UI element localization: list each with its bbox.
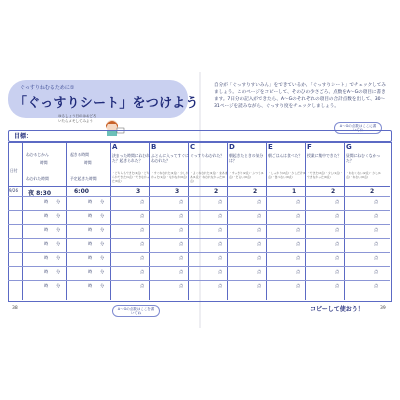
blank-score-unit: 点 <box>296 227 301 232</box>
copy-note: コピーして使おう！ <box>310 306 364 313</box>
blank-score-unit: 点 <box>179 283 184 288</box>
side-note: ゆるしょう日のはおどろいたらメモしてみよう <box>58 114 97 123</box>
page-title: 「ぐっすりシート」をつけよう <box>14 96 199 111</box>
row-divider <box>8 280 390 281</box>
blank-wake-min: 分 <box>100 227 105 232</box>
col-c-letter: C <box>190 143 196 151</box>
col-g-scoring: ・ねむくない(2点)・少し(1点)・ねむい(0点) <box>346 171 381 179</box>
col-f-question: 授業に集中できた？ <box>307 153 342 158</box>
blank-wake-hour: 時 <box>88 241 93 246</box>
goal-label: 目標： <box>14 133 33 140</box>
blank-bed-hour: 時 <box>44 199 49 204</box>
example-score-e: 1 <box>292 188 297 195</box>
page-number-left: 38 <box>12 306 18 311</box>
header-bedtime-unit: 時間 <box>40 160 48 165</box>
intro-text: 自分が「ぐっすりすいみん」をできているか、「ぐっすりシート」でチェックしてみましょう。このページをコピーして、そのひの少さごろ、点数をA～Gの項目に書きます。7日分の記入ができたら、A～Gのそれぞれの項目の合計点数を出して、30～31ページを読みながら、ぐっすり度をチェックしましょう。 <box>214 83 386 109</box>
blank-score-unit: 点 <box>296 269 301 274</box>
blank-score-unit: 点 <box>374 255 379 260</box>
blank-bed-min: 分 <box>56 227 61 232</box>
blank-score-unit: 点 <box>335 269 340 274</box>
blank-score-unit: 点 <box>374 283 379 288</box>
header-sleep-actual: ねむれた時間 <box>26 176 49 181</box>
example-score-c: 2 <box>214 188 219 195</box>
blank-bed-hour: 時 <box>44 227 49 232</box>
blank-wake-hour: 時 <box>88 213 93 218</box>
col-b-question: ふとんに入ってすぐにねむれた？ <box>151 153 189 163</box>
blank-wake-hour: 時 <box>88 269 93 274</box>
blank-bed-min: 分 <box>56 283 61 288</box>
col-divider <box>266 142 267 300</box>
section-subtitle: ぐっすりねむるために① <box>20 85 75 91</box>
blank-score-unit: 点 <box>179 199 184 204</box>
col-divider <box>227 142 228 300</box>
blank-score-unit: 点 <box>179 269 184 274</box>
col-a-letter: A <box>112 143 118 151</box>
blank-wake-hour: 時 <box>88 227 93 232</box>
col-d-letter: D <box>229 143 235 151</box>
header-bedtime: ねむるじかん <box>26 152 49 157</box>
blank-score-unit: 点 <box>335 241 340 246</box>
example-score-d: 2 <box>253 188 258 195</box>
example-score-a: 3 <box>136 188 141 195</box>
hint-bubble-left: A～Gの点数はここを書いてね <box>112 305 160 317</box>
blank-bed-min: 分 <box>56 199 61 204</box>
col-divider <box>344 142 345 300</box>
blank-wake-min: 分 <box>100 269 105 274</box>
blank-bed-hour: 時 <box>44 283 49 288</box>
blank-wake-hour: 時 <box>88 283 93 288</box>
blank-score-unit: 点 <box>257 241 262 246</box>
example-date: 9/26 <box>9 188 18 193</box>
blank-score-unit: 点 <box>335 255 340 260</box>
row-divider <box>8 266 390 267</box>
col-c-question: ぐっすりねむれた？ <box>190 153 225 158</box>
blank-score-unit: 点 <box>218 227 223 232</box>
blank-wake-min: 分 <box>100 199 105 204</box>
blank-bed-min: 分 <box>56 213 61 218</box>
blank-score-unit: 点 <box>179 227 184 232</box>
col-g-question: 昼間にねむくなかった？ <box>346 153 381 163</box>
col-divider <box>305 142 306 300</box>
blank-bed-min: 分 <box>56 241 61 246</box>
col-divider <box>188 142 189 300</box>
blank-score-unit: 点 <box>374 269 379 274</box>
blank-score-unit: 点 <box>335 199 340 204</box>
blank-score-unit: 点 <box>296 241 301 246</box>
example-bedtime: 夜 8:30 <box>28 190 52 197</box>
blank-score-unit: 点 <box>374 213 379 218</box>
blank-score-unit: 点 <box>335 283 340 288</box>
blank-score-unit: 点 <box>296 199 301 204</box>
col-a-scoring: ・どちらもできた(2点)・どちらかできた(1点)・できなかった(0点) <box>112 171 150 183</box>
blank-bed-hour: 時 <box>44 241 49 246</box>
blank-score-unit: 点 <box>179 255 184 260</box>
header-divider <box>8 186 390 187</box>
blank-bed-hour: 時 <box>44 213 49 218</box>
col-d-scoring: ・すっきり(2点)・ふつう(1点)・だるい(0点) <box>229 171 264 179</box>
blank-score-unit: 点 <box>257 255 262 260</box>
blank-bed-hour: 時 <box>44 269 49 274</box>
col-divider <box>149 142 150 300</box>
blank-score-unit: 点 <box>218 255 223 260</box>
blank-score-unit: 点 <box>140 269 145 274</box>
blank-score-unit: 点 <box>257 227 262 232</box>
blank-score-unit: 点 <box>374 241 379 246</box>
blank-score-unit: 点 <box>296 213 301 218</box>
row-divider <box>8 252 390 253</box>
blank-score-unit: 点 <box>257 199 262 204</box>
goal-field <box>8 130 392 142</box>
col-divider <box>66 142 67 300</box>
row-divider <box>8 224 390 225</box>
blank-bed-min: 分 <box>56 255 61 260</box>
blank-score-unit: 点 <box>179 241 184 246</box>
row-divider <box>8 196 390 197</box>
col-g-letter: G <box>346 143 352 151</box>
col-b-letter: B <box>151 143 157 151</box>
col-e-question: 朝ごはんは食べた？ <box>268 153 303 158</box>
header-wake: 起きる時間 <box>70 152 89 157</box>
blank-score-unit: 点 <box>140 199 145 204</box>
blank-wake-hour: 時 <box>88 199 93 204</box>
blank-wake-min: 分 <box>100 213 105 218</box>
col-a-question: 決まった時間にねむれた？起きられた？ <box>112 153 150 163</box>
col-f-scoring: ・できた(2点)・少し(1点)・できなかった(0点) <box>307 171 343 179</box>
blank-wake-hour: 時 <box>88 255 93 260</box>
blank-score-unit: 点 <box>179 213 184 218</box>
blank-wake-min: 分 <box>100 283 105 288</box>
blank-score-unit: 点 <box>335 213 340 218</box>
blank-bed-hour: 時 <box>44 255 49 260</box>
col-d-question: 朝起きたときの気分は？ <box>229 153 264 163</box>
blank-score-unit: 点 <box>140 213 145 218</box>
blank-score-unit: 点 <box>140 227 145 232</box>
blank-score-unit: 点 <box>257 269 262 274</box>
blank-score-unit: 点 <box>218 283 223 288</box>
col-b-scoring: ・すぐねむれた(2点)・少しかかった(1点)・なかなか(0点) <box>151 171 189 179</box>
blank-score-unit: 点 <box>335 227 340 232</box>
col-e-scoring: ・しっかり(2点)・少しだけ(1点)・食べない(0点) <box>268 171 306 179</box>
col-divider <box>110 142 111 300</box>
blank-wake-min: 分 <box>100 241 105 246</box>
row-divider <box>8 238 390 239</box>
page-number-right: 39 <box>380 306 386 311</box>
col-divider <box>22 142 23 300</box>
header-date: 日付 <box>10 168 18 173</box>
blank-score-unit: 点 <box>218 241 223 246</box>
example-score-g: 2 <box>370 188 375 195</box>
col-f-letter: F <box>307 143 312 151</box>
row-divider <box>8 210 390 211</box>
col-e-letter: E <box>268 143 273 151</box>
blank-wake-min: 分 <box>100 255 105 260</box>
blank-score-unit: 点 <box>296 255 301 260</box>
hint-bubble-right: A～Gの点数はここに書いてね <box>334 122 382 134</box>
header-wake-unit: 時間 <box>84 160 92 165</box>
blank-score-unit: 点 <box>374 199 379 204</box>
header-sleep-plan: 予定起きた時間 <box>70 176 97 181</box>
example-score-f: 2 <box>331 188 336 195</box>
blank-score-unit: 点 <box>257 283 262 288</box>
col-c-scoring: ・よくねむれた(2点)・まあまあ(1点)・ねむれなかった(0点) <box>190 171 228 183</box>
blank-score-unit: 点 <box>257 213 262 218</box>
blank-score-unit: 点 <box>218 269 223 274</box>
blank-score-unit: 点 <box>218 199 223 204</box>
blank-score-unit: 点 <box>140 255 145 260</box>
blank-score-unit: 点 <box>140 241 145 246</box>
blank-score-unit: 点 <box>374 227 379 232</box>
blank-bed-min: 分 <box>56 269 61 274</box>
blank-score-unit: 点 <box>140 283 145 288</box>
example-score-b: 3 <box>175 188 180 195</box>
example-waketime: 6:00 <box>74 188 89 195</box>
blank-score-unit: 点 <box>296 283 301 288</box>
blank-score-unit: 点 <box>218 213 223 218</box>
